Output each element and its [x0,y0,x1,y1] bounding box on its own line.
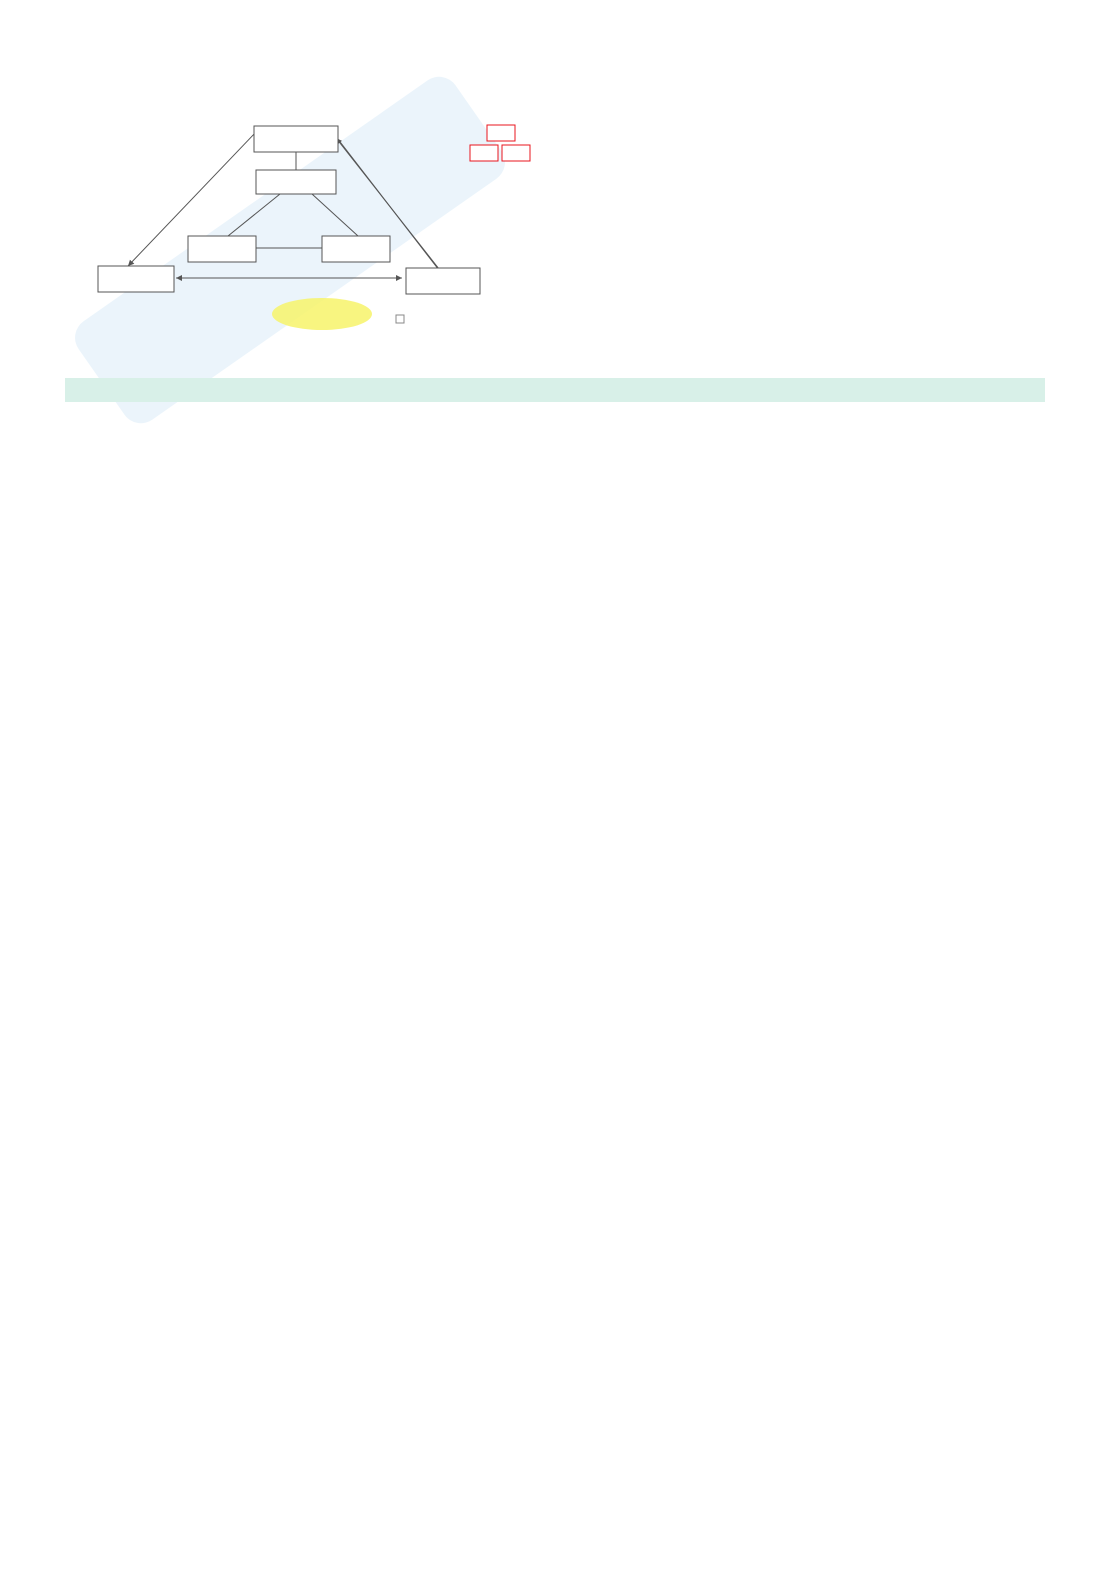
chapter-heading [65,378,1045,402]
document-page [68,66,1042,452]
competitive-formula-figure [68,90,552,354]
